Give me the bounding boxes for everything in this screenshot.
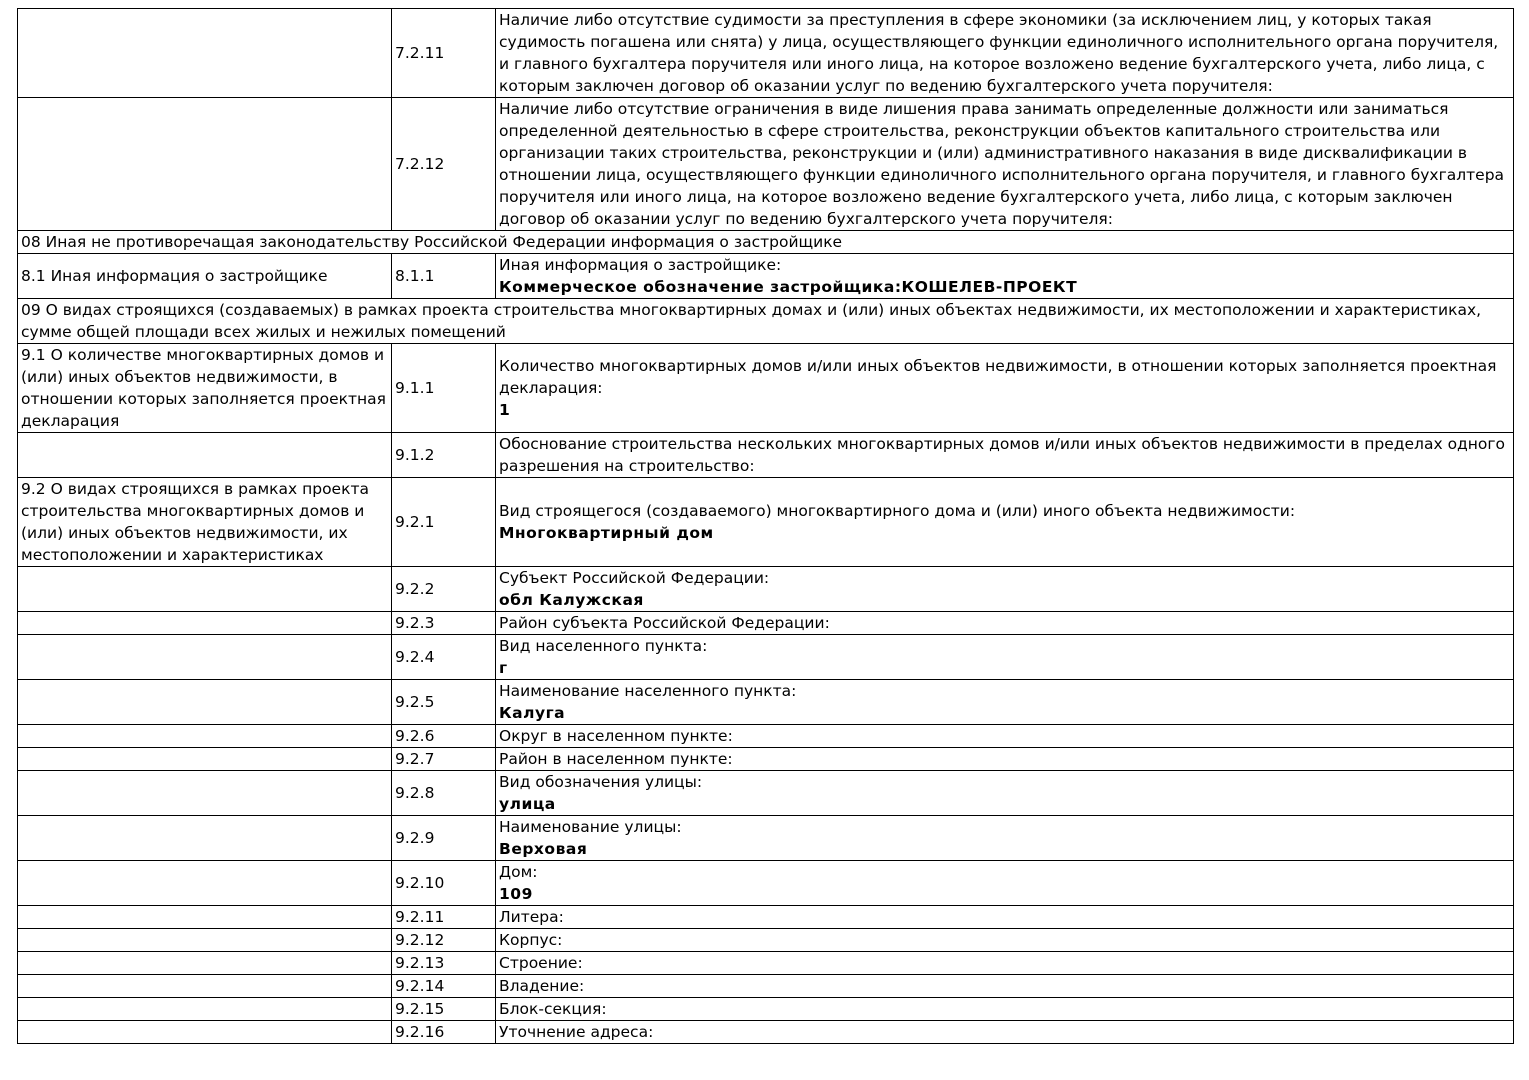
table-row bbox=[18, 771, 1514, 816]
row-group-label: 9.2 О видах строящихся в рамках проекта строительства многоквартирных домов и (или) иных объектов недвижимости, их местоположении и характеристиках bbox=[18, 478, 392, 567]
field-label: Наличие либо отсутствие судимости за преступления в сфере экономики (за исключением лиц, у которых такая судимость погашена или снята) у лица, осуществляющего функции единоличного исполнительного органа поручителя, и главного бухгалтера поручителя или иного лица, на которое возложено ведение бухгалтерского учета, либо лица, с которым заключен договор об оказании услуг по ведению бухгалтерского учета поручителя: bbox=[499, 11, 1499, 95]
field-value: Коммерческое обозначение застройщика:КОШЕЛЕВ-ПРОЕКТ bbox=[499, 278, 1078, 296]
field-label: Наименование населенного пункта: bbox=[499, 682, 797, 700]
field-label: Вид строящегося (создаваемого) многоквартирного дома и (или) иного объекта недвижимости: bbox=[499, 502, 1296, 520]
row-group-label bbox=[18, 433, 392, 478]
field-label: Иная информация о застройщике: bbox=[499, 256, 782, 274]
field-value: обл Калужская bbox=[499, 591, 644, 609]
table-row bbox=[18, 612, 1514, 635]
field-value: 1 bbox=[499, 401, 511, 419]
row-group-label: 9.1 О количестве многоквартирных домов и (или) иных объектов недвижимости, в отношении которых заполняется проектная декларация bbox=[18, 344, 392, 433]
item-number: 9.2.5 bbox=[392, 680, 496, 725]
row-group-label bbox=[18, 612, 392, 635]
row-group-label: 8.1 Иная информация о застройщике bbox=[18, 254, 392, 299]
table-row bbox=[18, 952, 1514, 975]
row-group-label bbox=[18, 9, 392, 98]
item-number: 7.2.12 bbox=[392, 98, 496, 231]
table-row bbox=[18, 9, 1514, 98]
table-row bbox=[18, 680, 1514, 725]
field-value: 109 bbox=[499, 885, 533, 903]
field-label: Литера: bbox=[499, 908, 564, 926]
field-label: Наименование улицы: bbox=[499, 818, 682, 836]
table-row bbox=[18, 98, 1514, 231]
field-label: Корпус: bbox=[499, 931, 563, 949]
field-label: Округ в населенном пункте: bbox=[499, 727, 733, 745]
row-group-label bbox=[18, 998, 392, 1021]
table-row bbox=[18, 929, 1514, 952]
row-group-label bbox=[18, 635, 392, 680]
field-label: Дом: bbox=[499, 863, 538, 881]
item-number: 9.2.6 bbox=[392, 725, 496, 748]
field-value: Верховая bbox=[499, 840, 588, 858]
table-row bbox=[18, 998, 1514, 1021]
field-label: Наличие либо отсутствие ограничения в виде лишения права занимать определенные должности или заниматься определенной деятельностью в сфере строительства, реконструкции объектов капитального строительства или организации таких строительства, реконструкции и (или) административного наказания в виде дисквалификации в отношении лица, осуществляющего функции единоличного исполнительного органа поручителя, и главного бухгалтера поручителя или иного лица, на которое возложено ведение бухгалтерского учета, либо лица, с которым заключен договор об оказании услуг по ведению бухгалтерского учета поручителя: bbox=[499, 100, 1505, 228]
table-row bbox=[18, 478, 1514, 567]
row-group-label bbox=[18, 929, 392, 952]
item-number: 9.2.8 bbox=[392, 771, 496, 816]
field-label: Обоснование строительства нескольких многоквартирных домов и/или иных объектов недвижимости в пределах одного разрешения на строительство: bbox=[499, 435, 1506, 475]
field-label: Район субъекта Российской Федерации: bbox=[499, 614, 830, 632]
row-group-label bbox=[18, 816, 392, 861]
field-value: г bbox=[499, 659, 508, 677]
row-group-label bbox=[18, 952, 392, 975]
table-row bbox=[18, 635, 1514, 680]
item-number: 9.2.11 bbox=[392, 906, 496, 929]
field-value: Калуга bbox=[499, 704, 566, 722]
item-number: 9.2.12 bbox=[392, 929, 496, 952]
table-row bbox=[18, 254, 1514, 299]
row-group-label bbox=[18, 975, 392, 998]
item-number: 9.2.7 bbox=[392, 748, 496, 771]
section-header-09: 09 О видах строящихся (создаваемых) в рамках проекта строительства многоквартирных домах и (или) иных объектах недвижимости, их местоположении и характеристиках, сумме общей площади всех жилых и нежилых помещений bbox=[18, 299, 1514, 344]
item-number: 9.2.16 bbox=[392, 1021, 496, 1044]
field-value: улица bbox=[499, 795, 556, 813]
field-label: Вид населенного пункта: bbox=[499, 637, 708, 655]
item-number: 9.2.9 bbox=[392, 816, 496, 861]
item-number: 9.1.1 bbox=[392, 344, 496, 433]
field-label: Вид обозначения улицы: bbox=[499, 773, 703, 791]
field-label: Строение: bbox=[499, 954, 583, 972]
table-row bbox=[18, 567, 1514, 612]
table-row bbox=[18, 433, 1514, 478]
item-number: 9.2.3 bbox=[392, 612, 496, 635]
field-label: Блок-секция: bbox=[499, 1000, 607, 1018]
item-number: 9.2.2 bbox=[392, 567, 496, 612]
section-header-08: 08 Иная не противоречащая законодательству Российской Федерации информация о застройщике bbox=[18, 231, 1514, 254]
item-number: 9.1.2 bbox=[392, 433, 496, 478]
section-row bbox=[18, 299, 1514, 344]
row-group-label bbox=[18, 567, 392, 612]
table-row bbox=[18, 725, 1514, 748]
row-group-label bbox=[18, 771, 392, 816]
table-row bbox=[18, 816, 1514, 861]
row-group-label bbox=[18, 680, 392, 725]
item-number: 8.1.1 bbox=[392, 254, 496, 299]
row-group-label bbox=[18, 98, 392, 231]
field-label: Район в населенном пункте: bbox=[499, 750, 733, 768]
item-number: 9.2.14 bbox=[392, 975, 496, 998]
row-group-label bbox=[18, 1021, 392, 1044]
section-row bbox=[18, 231, 1514, 254]
table-row bbox=[18, 748, 1514, 771]
table-row bbox=[18, 906, 1514, 929]
field-label: Владение: bbox=[499, 977, 585, 995]
item-number: 9.2.13 bbox=[392, 952, 496, 975]
table-row bbox=[18, 975, 1514, 998]
item-number: 9.2.15 bbox=[392, 998, 496, 1021]
row-group-label bbox=[18, 748, 392, 771]
item-number: 9.2.4 bbox=[392, 635, 496, 680]
row-group-label bbox=[18, 861, 392, 906]
project-declaration-table bbox=[17, 8, 1514, 1044]
table-row bbox=[18, 1021, 1514, 1044]
field-value: Многоквартирный дом bbox=[499, 524, 714, 542]
table-row bbox=[18, 861, 1514, 906]
table-row bbox=[18, 344, 1514, 433]
item-number: 9.2.1 bbox=[392, 478, 496, 567]
item-number: 7.2.11 bbox=[392, 9, 496, 98]
field-label: Субъект Российской Федерации: bbox=[499, 569, 770, 587]
item-number: 9.2.10 bbox=[392, 861, 496, 906]
row-group-label bbox=[18, 725, 392, 748]
row-group-label bbox=[18, 906, 392, 929]
field-label: Уточнение адреса: bbox=[499, 1023, 654, 1041]
field-label: Количество многоквартирных домов и/или иных объектов недвижимости, в отношении которых заполняется проектная декларация: bbox=[499, 357, 1497, 397]
